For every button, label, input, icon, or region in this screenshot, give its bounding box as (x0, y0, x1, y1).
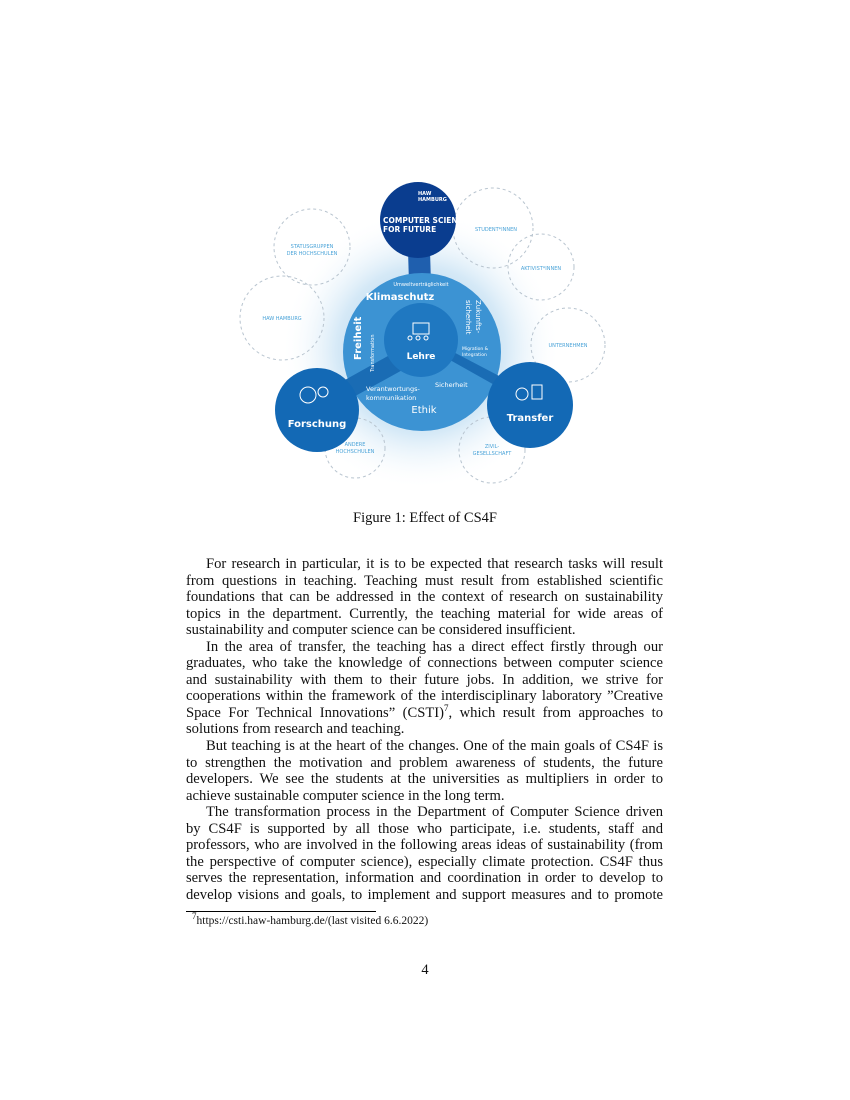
svg-text:Integration: Integration (462, 353, 487, 358)
svg-text:ZIVIL-: ZIVIL- (484, 444, 500, 450)
svg-text:Migration &: Migration & (462, 347, 489, 352)
footnote-rule (186, 911, 376, 912)
figure-caption: Figure 1: Effect of CS4F (353, 510, 497, 526)
svg-text:COMPUTER SCIENCE: COMPUTER SCIENCE (383, 216, 469, 225)
paragraph-1: For research in particular, it is to be expected that research tasks will result from questions in teaching. Teaching must result from established scientific foundations that can be addressed in the context of research on sustainability topics in the department. Currently, the teaching material for wide areas of sustainability and computer science can be considered insufficient. (186, 556, 663, 639)
svg-text:Sicherheit: Sicherheit (435, 381, 468, 389)
svg-text:AKTIVIST*INNEN: AKTIVIST*INNEN (520, 266, 562, 272)
footnote-link[interactable]: https://csti.haw-hamburg.de/(last visited 6.6.2022) (196, 915, 429, 927)
label-forschung: Forschung (287, 419, 347, 430)
paragraph-2: In the area of transfer, the teaching has a direct effect firstly through our graduates, who take the knowledge of connections between computer science and sustainability with them to their future jobs. In addition, we strive for cooperations within the framework of the interdisciplinary laboratory ”Creative Space For Technical Innovations” (CSTI)$^7$, which result from approaches to solutions from research and teaching. (186, 638, 663, 738)
svg-text:sicherheit: sicherheit (464, 300, 472, 335)
svg-text:FOR FUTURE: FOR FUTURE (383, 225, 437, 234)
page-number: 4 (421, 962, 429, 978)
svg-text:HOCHSCHULEN: HOCHSCHULEN (335, 449, 375, 455)
cs4f-effect-diagram (0, 0, 850, 500)
svg-text:Umweltverträglichkeit: Umweltverträglichkeit (393, 282, 449, 288)
svg-text:Ethik: Ethik (411, 405, 437, 416)
svg-text:STUDENT*INNEN: STUDENT*INNEN (474, 227, 518, 233)
lehre-circle (384, 303, 458, 377)
svg-text:UNTERNEHMEN: UNTERNEHMEN (548, 343, 588, 349)
svg-text:HAMBURG: HAMBURG (418, 197, 447, 203)
footnote-ref[interactable]: 7 (444, 703, 449, 714)
body-text (186, 556, 663, 903)
label-transfer: Transfer (506, 413, 554, 424)
svg-text:Klimaschutz: Klimaschutz (365, 292, 435, 303)
paragraph-4: The transformation process in the Department of Computer Science driven by CS4F is supported by all those who participate, i.e. students, staff and professors, who are involved in the following areas ideas of sustainability (from the perspective of computer science), especially climate protection. CS4F thus serves the representation, information and coordination in order to develop to develop visions and goals, to implement and support measures and to promote (186, 804, 663, 903)
svg-text:kommunikation: kommunikation (366, 394, 417, 402)
svg-text:Verantwortungs-: Verantwortungs- (366, 385, 420, 393)
svg-text:STATUSGRUPPEN: STATUSGRUPPEN (290, 244, 334, 250)
svg-text:HAW HAMBURG: HAW HAMBURG (262, 316, 302, 322)
svg-text:Zukunfts-: Zukunfts- (474, 300, 482, 334)
svg-text:DER HOCHSCHULEN: DER HOCHSCHULEN (286, 251, 338, 257)
transfer-circle (484, 362, 573, 450)
label-lehre: Lehre (406, 352, 436, 362)
forschung-circle (275, 368, 359, 452)
svg-text:Transformation: Transformation (370, 334, 376, 372)
svg-text:ANDERE: ANDERE (344, 442, 366, 448)
paragraph-3: But teaching is at the heart of the changes. One of the main goals of CS4F is to strengthen the motivation and problem awareness of students, the future developers. We see the students at the universities as multipliers in order to achieve sustainable computer science in the long term. (186, 738, 663, 804)
svg-text:HAW: HAW (418, 191, 432, 197)
svg-text:GESELLSCHAFT: GESELLSCHAFT (472, 451, 512, 457)
footnote: $^7$https://csti.haw-hamburg.de/(last visited 6.6.2022) (192, 911, 429, 927)
svg-text:Freiheit: Freiheit (353, 316, 364, 360)
